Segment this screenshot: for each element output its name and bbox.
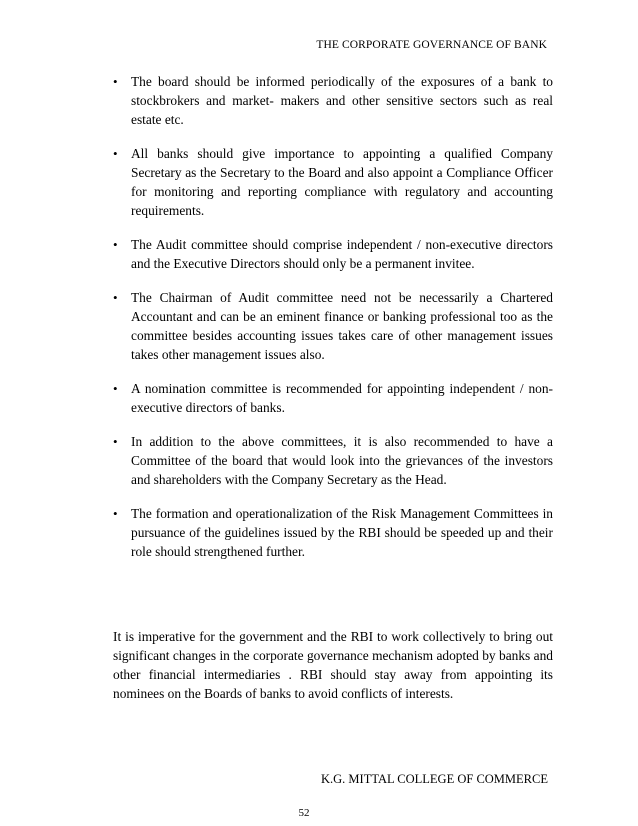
list-item bbox=[113, 235, 553, 273]
list-item bbox=[113, 504, 553, 561]
list-item bbox=[113, 379, 553, 417]
bullet-icon: • bbox=[113, 381, 118, 396]
bullet-icon: • bbox=[113, 146, 118, 161]
bullet-icon: • bbox=[113, 506, 118, 521]
list-item bbox=[113, 72, 553, 129]
bullet-icon: • bbox=[113, 74, 118, 89]
page-number: 52 bbox=[298, 807, 310, 819]
list-item-text: All banks should give importance to appointing a qualified Company Secretary as the Secretary to the Board and also appoint a Compliance Officer for monitoring and reporting compliance with regulatory and accounting requirements. bbox=[131, 146, 553, 218]
list-item-text: The formation and operationalization of the Risk Management Committees in pursuance of the guidelines issued by the RBI should be speeded up and their role should strengthened further. bbox=[131, 506, 553, 559]
list-item-text: A nomination committee is recommended for appointing independent / non-executive directors of banks. bbox=[131, 381, 553, 415]
list-item-text: The Audit committee should comprise independent / non-executive directors and the Executive Directors should only be a permanent invitee. bbox=[131, 237, 553, 271]
list-item bbox=[113, 288, 553, 364]
running-header: THE CORPORATE GOVERNANCE OF BANK bbox=[316, 39, 547, 51]
bullet-icon: • bbox=[113, 434, 118, 449]
closing-paragraph: It is imperative for the government and the RBI to work collectively to bring out significant changes in the corporate governance mechanism adopted by banks and other financial intermediaries . RBI should stay away from appointing its nominees on the Boards of banks to avoid conflicts of interests. bbox=[113, 629, 553, 701]
recommendation-list bbox=[113, 72, 553, 576]
bullet-icon: • bbox=[113, 237, 118, 252]
list-item bbox=[113, 432, 553, 489]
running-footer: K.G. MITTAL COLLEGE OF COMMERCE bbox=[320, 772, 548, 786]
list-item-text: The Chairman of Audit committee need not be necessarily a Chartered Accountant and can be an eminent finance or banking professional too as the committee besides accounting issues takes care of other management issues takes other management issues also. bbox=[131, 290, 553, 362]
list-item-text: In addition to the above committees, it is also recommended to have a Committee of the board that would look into the grievances of the investors and shareholders with the Company Secretary as the Head. bbox=[131, 434, 553, 487]
list-item bbox=[113, 144, 553, 220]
list-item-text: The board should be informed periodically of the exposures of a bank to stockbrokers and market- makers and other sensitive sectors such as real estate etc. bbox=[131, 74, 553, 127]
bullet-icon: • bbox=[113, 290, 118, 305]
